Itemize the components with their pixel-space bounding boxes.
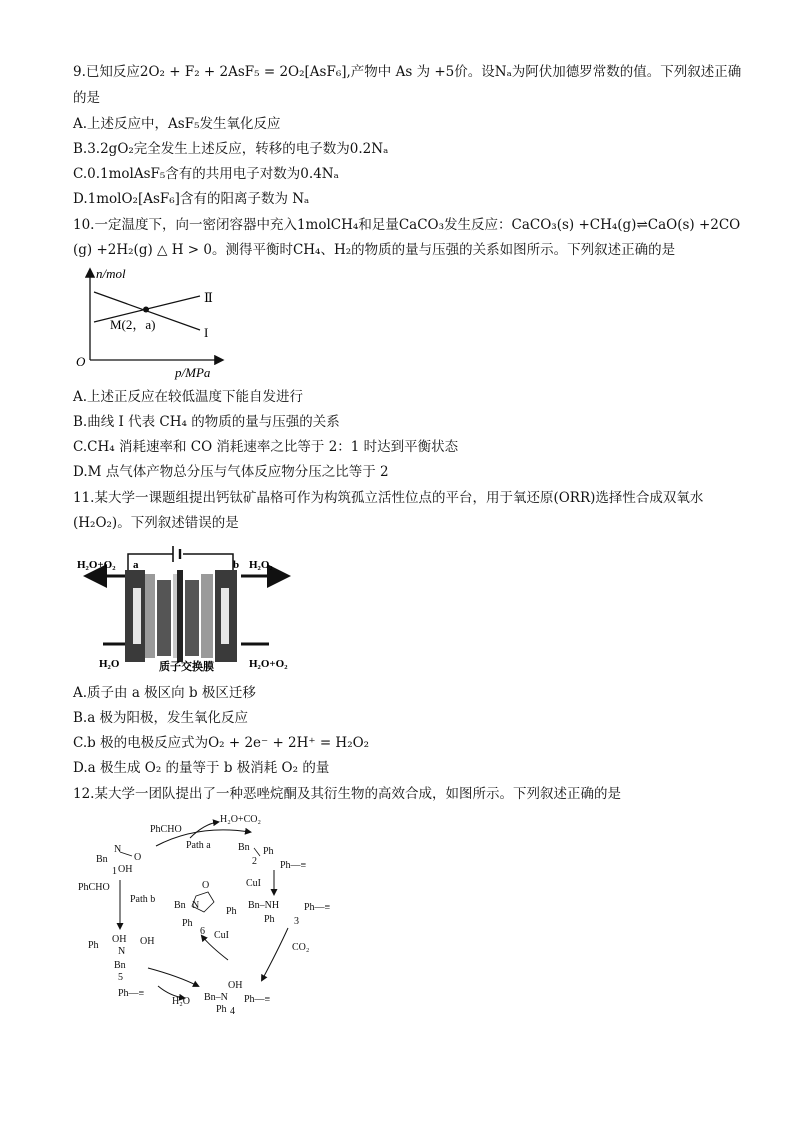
svg-text:O: O (134, 852, 142, 863)
electrode-b-label: b (233, 559, 240, 571)
cui-2: CuI (214, 930, 229, 941)
q11-option-a: A.质子由 a 极区向 b 极区迁移 (73, 685, 256, 701)
svg-text:Ph: Ph (182, 918, 193, 929)
phcho-left: PhCHO (78, 882, 110, 893)
svg-text:Ph: Ph (88, 940, 99, 951)
q12-reaction-scheme (78, 810, 338, 1015)
svg-text:Ph: Ph (226, 906, 237, 917)
svg-text:N: N (118, 946, 126, 957)
q10-option-c: C.CH₄ 消耗速率和 CO 消耗速率之比等于 2：1 时达到平衡状态 (73, 439, 459, 455)
top-left-label: H₂O+O₂ (77, 559, 116, 571)
q10-stem-line2: (g) +2H₂(g) △ H > 0。测得平衡时CH₄、H₂的物质的量与压强的关系如图所示。下列叙述正确的是 (73, 242, 676, 258)
svg-text:Ph—≡: Ph—≡ (118, 988, 145, 999)
svg-text:N: N (114, 844, 122, 855)
co2-label: CO₂ (292, 942, 310, 953)
q11-stem-line2: (H₂O₂)。下列叙述错误的是 (73, 515, 239, 531)
q12-stem: 12.某大学一团队提出了一种恶唑烷酮及其衍生物的高效合成，如图所示。下列叙述正确的是 (73, 786, 621, 802)
compound-3-number: 3 (294, 916, 299, 927)
svg-text:Ph: Ph (216, 1004, 227, 1015)
x-axis-label: p/MPa (175, 365, 211, 380)
membrane-label: 质子交换膜 (159, 661, 214, 673)
compound-4-number: 4 (230, 1006, 235, 1015)
h2o-co2: H₂O+CO₂ (220, 814, 261, 825)
curve-2-label: Ⅱ (204, 290, 213, 305)
svg-text:OH: OH (228, 980, 243, 991)
svg-text:N: N (192, 900, 200, 911)
q11-option-c: C.b 极的电极反应式为O₂ + 2e⁻ + 2H⁺ = H₂O₂ (73, 735, 370, 751)
q9-option-a: A.上述反应中，AsF₅发生氧化反应 (73, 116, 281, 132)
svg-text:Bn–N: Bn–N (204, 992, 228, 1003)
h2o-label: H₂O (172, 996, 190, 1007)
svg-text:Ph—≡: Ph—≡ (244, 994, 271, 1005)
q11-stem-line1: 11.某大学一课题组提出钙钛矿晶格可作为构筑孤立活性位点的平台，用于氧还原(ORR)选择性合成双氧水 (73, 490, 704, 506)
bottom-right-label: H₂O+O₂ (249, 658, 288, 670)
svg-text:Bn–NH: Bn–NH (248, 900, 280, 911)
curve-1-label: I (204, 325, 209, 340)
svg-text:Bn: Bn (174, 900, 186, 911)
q10-option-b: B.曲线 I 代表 CH₄ 的物质的量与压强的关系 (73, 414, 340, 430)
phcho-top: PhCHO (150, 824, 182, 835)
cui-1: CuI (246, 878, 261, 889)
point-m-label: M(2，a) (110, 317, 156, 332)
compound-1-number: 1 (112, 866, 117, 877)
svg-text:O: O (202, 880, 210, 891)
q9-option-b: B.3.2gO₂完全发生上述反应，转移的电子数为0.2Nₐ (73, 141, 389, 157)
compound-6-number: 6 (200, 926, 205, 937)
q11-option-b: B.a 极为阳极，发生氧化反应 (73, 710, 249, 726)
svg-text:Bn: Bn (238, 842, 250, 853)
svg-text:Bn: Bn (114, 960, 126, 971)
svg-text:Ph—≡: Ph—≡ (280, 860, 307, 871)
q10-option-a: A.上述正反应在较低温度下能自发进行 (73, 389, 304, 405)
path-a-label: Path a (186, 840, 211, 851)
compound-5-number: 5 (118, 972, 123, 983)
svg-text:Ph: Ph (264, 914, 275, 925)
svg-text:Ph: Ph (263, 846, 274, 857)
y-axis-label: n/mol (96, 266, 126, 281)
q11-cell-diagram (73, 540, 305, 678)
point-m (143, 307, 149, 313)
path-b-label: Path b (130, 894, 156, 905)
q10-graph (72, 262, 242, 382)
bottom-left-label: H₂O (99, 658, 120, 670)
q9-stem-line1: 9.已知反应2O₂ + F₂ + 2AsF₅ = 2O₂[AsF₆],产物中 As 为 +5价。设Nₐ为阿伏加德罗常数的值。下列叙述正确 (73, 64, 742, 80)
q9-option-c: C.0.1molAsF₅含有的共用电子对数为0.4Nₐ (73, 166, 339, 182)
proton-membrane (177, 570, 183, 662)
svg-text:OH: OH (140, 936, 155, 947)
electrode-a-label: a (133, 559, 139, 571)
svg-text:OH: OH (112, 934, 127, 945)
q10-option-d: D.M 点气体产物总分压与气体反应物分压之比等于 2 (73, 464, 389, 480)
q11-option-d: D.a 极生成 O₂ 的量等于 b 极消耗 O₂ 的量 (73, 760, 330, 776)
svg-text:Ph—≡: Ph—≡ (304, 902, 331, 913)
origin-label: O (76, 354, 86, 369)
q9-stem-line2: 的是 (73, 90, 100, 106)
svg-text:OH: OH (118, 864, 133, 875)
top-right-label: H₂O₂ (249, 559, 273, 571)
compound-2-number: 2 (252, 856, 257, 867)
q9-option-d: D.1molO₂[AsF₆]含有的阳离子数为 Nₐ (73, 191, 310, 207)
q10-stem-line1: 10.一定温度下，向一密闭容器中充入1molCH₄和足量CaCO₃发生反应：CaCO₃(s) +CH₄(g)⇌CaO(s) +2CO (73, 217, 741, 233)
svg-text:Bn: Bn (96, 854, 108, 865)
